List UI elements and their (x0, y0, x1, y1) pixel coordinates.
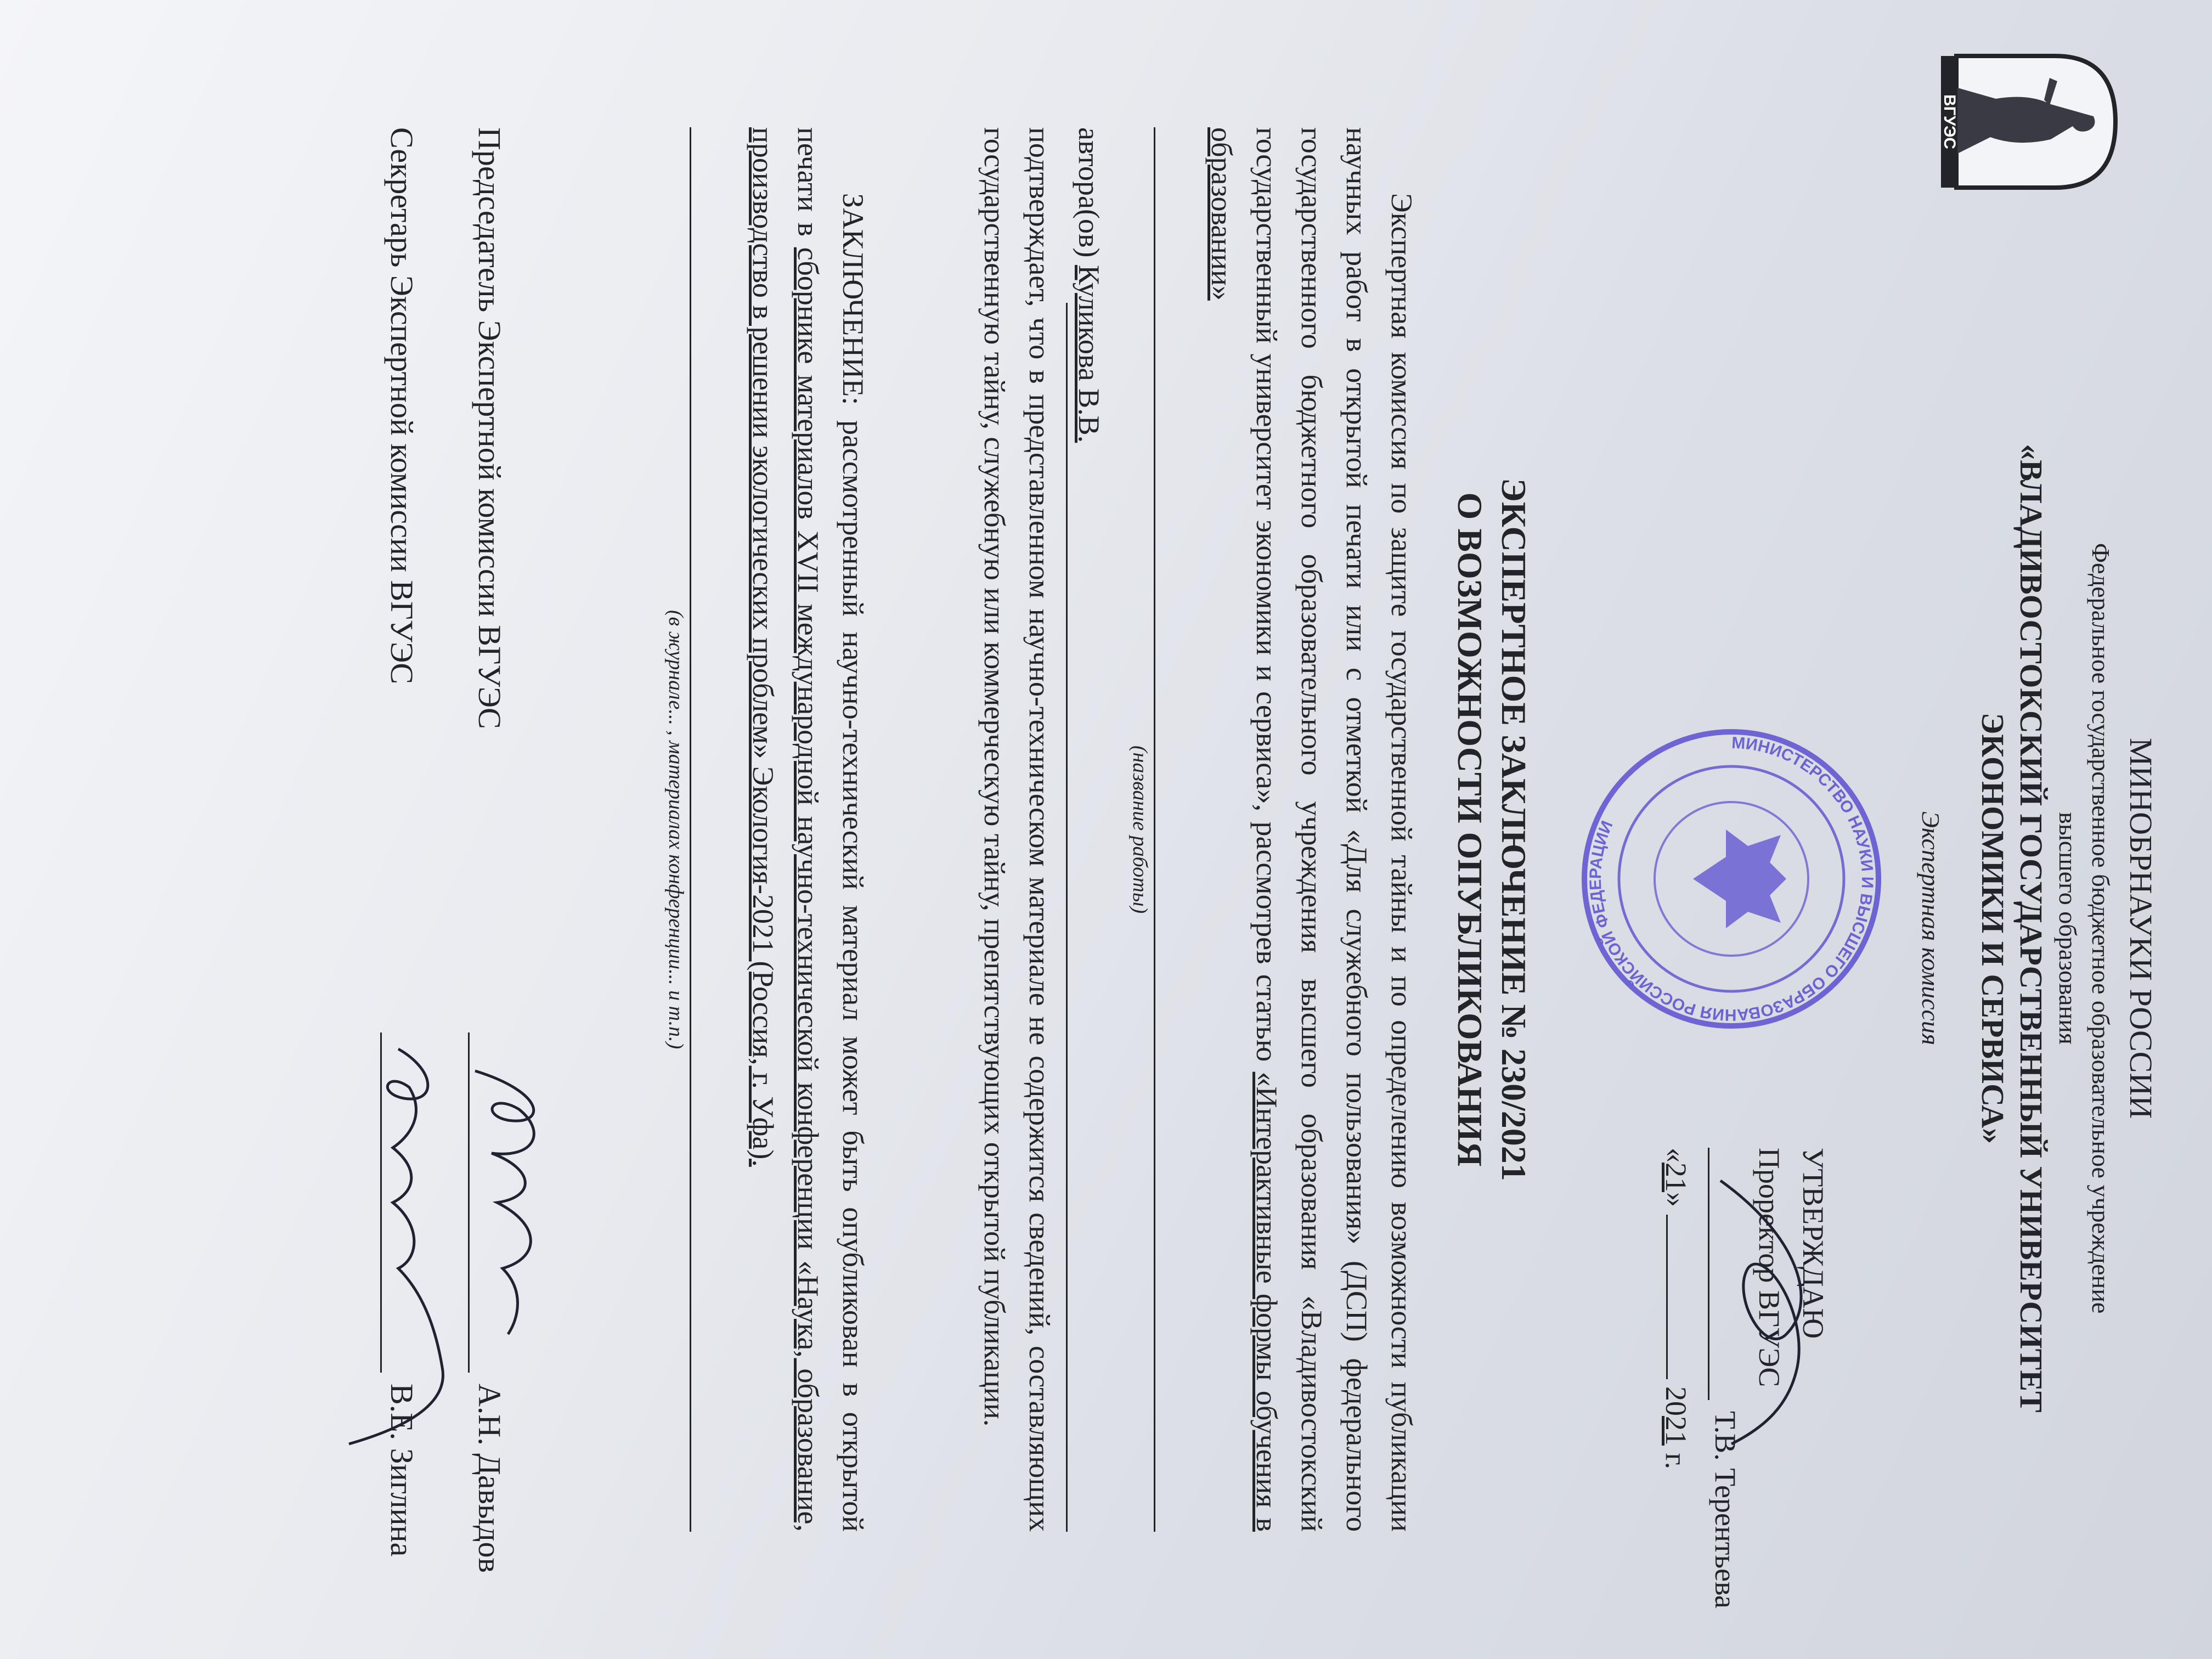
chair-signature (464, 1060, 557, 1345)
date-blank (1666, 1215, 1668, 1379)
university-logo (1940, 40, 2137, 204)
approval-date (1659, 1148, 1693, 1469)
approval-signer: Т.В. Терентьева (1709, 1411, 1742, 1609)
ministry-name: МИНОБРНАУКИ РОССИИ (2123, 737, 2159, 1119)
commission-label: Экспертная комиссия (1917, 811, 1945, 1046)
university-name-2: ЭКОНОМИКИ И СЕРВИСА» (1975, 712, 2011, 1144)
chair-name: А.Н. Давыдов (472, 1384, 507, 1573)
institution-line-1: Федеральное государственное бюджетное образовательное учреждение (2087, 543, 2115, 1314)
conclusion-venue: сборнике материалов XVII международной научно-технической конференции «Наука, образование, производство в решении экологических проблем» Экология-2021 (Россия, г. Уфа). (747, 127, 825, 1532)
conclusion-caption: (в журнале... , материалах конференции... и т.п.) (664, 610, 687, 1049)
secretary-signature (338, 1038, 459, 1455)
approval-heading: УТВЕРЖДАЮ (1797, 1148, 1830, 1339)
document-title-1: ЭКСПЕРТНОЕ ЗАКЛЮЧЕНИЕ № 230/2021 (1494, 478, 1533, 1181)
para1-text: Экспертная комиссия по защите государственной тайны и по определению возможности публикации научных работ в открытой печати или с отметкой «Для служебного пользования» (ДСП) федерального государственного бюджетного образовательного учреждения высшего образования «Владивостокский государственный университет экономики и сервиса», рассмотрев статью (1250, 127, 1418, 1532)
authors-line (1066, 127, 1111, 1532)
year-suffix: 21 (1660, 1416, 1692, 1446)
conclusion-paragraph (741, 127, 876, 1532)
seal-text: МИНИСТЕРСТВО НАУКИ И ВЫСШЕГО ОБРАЗОВАНИЯ РОССИЙСКОЙ ФЕДЕРАЦИИ (1586, 733, 1877, 1024)
secretary-name: В.Е. Зиглина (384, 1384, 420, 1557)
statue-logo-icon (1940, 40, 2137, 204)
date-close-quote: » (1660, 1192, 1692, 1207)
chair-role: Председатель Экспертной комиссии ВГУЭС (472, 127, 507, 729)
article-caption: (название работы) (1128, 745, 1152, 914)
authors-value: Куликова В.В. (1073, 264, 1105, 443)
institution-line-2: высшего образования (2054, 812, 2082, 1045)
date-day: 21 (1660, 1163, 1692, 1192)
conclusion-prefix: ЗАКЛЮЧЕНИЕ: рассмотренный научно-технический материал может быть опубликован в открытой печати в (792, 127, 870, 1532)
document-page (31, 18, 2181, 1641)
body-paragraph-2: подтверждает, что в представленном научно-техническом материале не содержится сведений, составляющих государственную тайну, служебную или коммерческую тайну, препятствующих открытой публикации. (978, 127, 1056, 1532)
official-seal (1578, 725, 1885, 1032)
logo-label: ВГУЭС (1940, 94, 1959, 149)
year-prefix: 20 (1660, 1386, 1692, 1416)
eagle-emblem-icon (1693, 830, 1786, 928)
university-name-1: «ВЛАДИВОСТОКСКИЙ ГОСУДАРСТВЕННЫЙ УНИВЕРСИТЕТ (2013, 444, 2049, 1413)
year-unit: г. (1660, 1453, 1692, 1470)
conclusion-rule (690, 127, 691, 1532)
article-title-line (1154, 127, 1155, 1532)
document-title-2: О ВОЗМОЖНОСТИ ОПУБЛИКОВАНИЯ (1451, 492, 1489, 1167)
approval-position: Проректор ВГУЭС (1753, 1148, 1786, 1387)
article-title: «Интерактивные формы обучения в образовании» (1205, 127, 1283, 1532)
body-paragraph-1 (1199, 127, 1424, 1532)
authors-label: автора(ов) (1073, 127, 1105, 258)
approval-signature (1699, 1170, 1830, 1455)
secretary-role: Секретарь Экспертной комиссии ВГУЭС (384, 127, 420, 684)
authors-line-rule (1066, 303, 1068, 1532)
date-open-quote: « (1660, 1148, 1692, 1163)
